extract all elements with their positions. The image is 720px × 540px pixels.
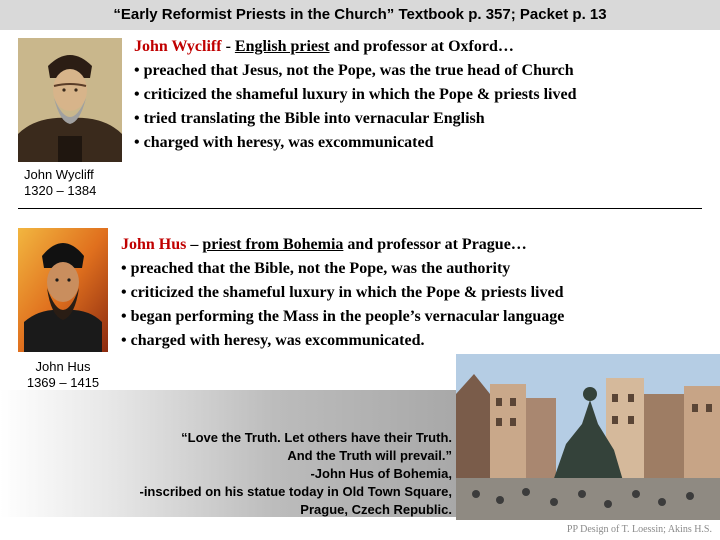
hus-caption-name: John Hus	[35, 359, 91, 374]
list-item: • charged with heresy, was excommunicated	[134, 134, 434, 151]
wycliff-portrait	[18, 38, 122, 162]
statue-photo	[456, 354, 720, 520]
wycliff-caption-years: 1320 – 1384	[24, 183, 97, 198]
design-credit: PP Design of T. Loessin; Akins H.S.	[566, 524, 712, 535]
title-bar	[0, 0, 720, 30]
list-item: • charged with heresy, was excommunicated.	[121, 332, 425, 349]
list-item: • criticized the shameful luxury in which the Pope & priests lived	[121, 284, 564, 301]
wycliff-role-rest: and professor at Oxford…	[329, 38, 514, 55]
hus-caption	[20, 359, 106, 391]
slide-title: “Early Reformist Priests in the Church” Textbook p. 357; Packet p. 13	[113, 6, 607, 23]
list-item: • began performing the Mass in the people’s vernacular language	[121, 308, 565, 325]
quote-line: Prague, Czech Republic.	[300, 502, 452, 517]
wycliff-heading	[134, 35, 576, 59]
hus-caption-years: 1369 – 1415	[26, 375, 100, 390]
hus-name: John Hus	[121, 236, 187, 253]
list-item: • tried translating the Bible into vernacular English	[134, 110, 485, 127]
quote-line: -inscribed on his statue today in Old Town Square,	[139, 484, 452, 499]
wycliff-caption-name: John Wycliff	[24, 167, 94, 182]
list-item: • preached that the Bible, not the Pope, was the authority	[121, 260, 511, 277]
wycliff-caption	[24, 167, 96, 199]
hus-description	[121, 233, 564, 353]
quote-box	[0, 390, 458, 517]
hus-quote	[139, 429, 452, 519]
quote-line: And the Truth will prevail.”	[287, 448, 452, 463]
wycliff-name: John Wycliff	[134, 38, 222, 55]
wycliff-separator: -	[221, 38, 235, 55]
list-item: • preached that Jesus, not the Pope, was the true head of Church	[134, 62, 574, 79]
hus-role: priest from Bohemia	[202, 236, 344, 253]
hus-portrait	[18, 228, 108, 352]
hus-role-rest: and professor at Prague…	[343, 236, 527, 253]
quote-line: “Love the Truth. Let others have their Truth.	[181, 430, 452, 445]
wycliff-description	[134, 35, 576, 155]
hus-separator: –	[186, 236, 203, 253]
hus-heading	[121, 233, 564, 257]
wycliff-role: English priest	[234, 38, 330, 55]
section-divider	[18, 208, 702, 209]
list-item: • criticized the shameful luxury in which the Pope & priests lived	[134, 86, 577, 103]
quote-line: -John Hus of Bohemia,	[310, 466, 452, 481]
